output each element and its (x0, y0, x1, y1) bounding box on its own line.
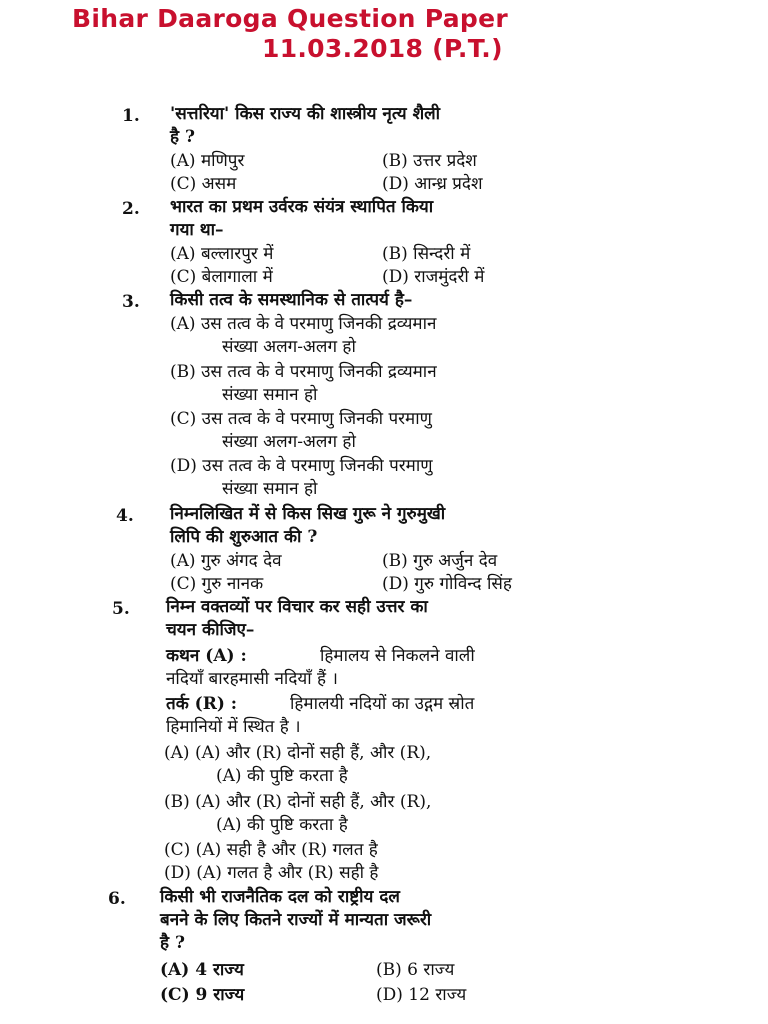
question-3-option-c-line-1: (C) उस तत्व के वे परमाणु जिनकी परमाणु (170, 409, 432, 429)
question-3-number: 3. (122, 292, 140, 312)
question-2-text-line-2: गया था– (170, 220, 224, 240)
question-2-text-line-1: भारत का प्रथम उर्वरक संयंत्र स्थापित किया (170, 197, 434, 217)
question-5-assertion-line-2: नदियाँ बारहमासी नदियाँ हैं । (166, 669, 338, 689)
question-1-option-c: (C) असम (170, 174, 237, 194)
question-6-number: 6. (108, 889, 126, 909)
question-6-option-d: (D) 12 राज्य (376, 985, 467, 1005)
question-1-text-line-1: 'सत्तरिया' किस राज्य की शास्त्रीय नृत्य शैली (170, 104, 441, 124)
question-5-reason-label: तर्क (R) : (166, 694, 238, 714)
question-3-option-d-line-2: संख्या समान हो (222, 479, 318, 499)
question-6-option-c: (C) 9 राज्य (160, 985, 245, 1005)
question-5-number: 5. (112, 599, 130, 619)
question-1-option-b: (B) उत्तर प्रदेश (382, 151, 477, 171)
question-3-option-c-line-2: संख्या अलग-अलग हो (222, 432, 356, 452)
question-3-option-b-line-1: (B) उस तत्व के वे परमाणु जिनकी द्रव्यमान (170, 362, 437, 382)
question-4-number: 4. (116, 506, 134, 526)
question-5-option-a-line-1: (A) (A) और (R) दोनों सही हैं, और (R), (164, 743, 432, 763)
question-6-text-line-3: है ? (160, 933, 185, 953)
question-3-text: किसी तत्व के समस्थानिक से तात्पर्य है– (170, 290, 413, 310)
page-title-line-1: Bihar Daaroga Question Paper (72, 4, 508, 33)
question-5-option-d: (D) (A) गलत है और (R) सही है (164, 863, 379, 883)
question-5-option-b-line-1: (B) (A) और (R) दोनों सही हैं, और (R), (164, 792, 432, 812)
question-5-option-a-line-2: (A) की पुष्टि करता है (216, 766, 348, 786)
question-2-option-a: (A) बल्लारपुर में (170, 244, 274, 264)
question-5-reason-line-1: हिमालयी नदियों का उद्गम स्रोत (290, 694, 475, 714)
question-4-option-d: (D) गुरु गोविन्द सिंह (382, 574, 512, 594)
question-3-option-b-line-2: संख्या समान हो (222, 385, 318, 405)
question-2-option-d: (D) राजमुंदरी में (382, 267, 485, 287)
question-5-option-c: (C) (A) सही है और (R) गलत है (164, 840, 378, 860)
question-3-option-d-line-1: (D) उस तत्व के वे परमाणु जिनकी परमाणु (170, 456, 433, 476)
question-1-text-line-2: है ? (170, 127, 195, 147)
page-title-line-2: 11.03.2018 (P.T.) (262, 34, 503, 63)
question-6-text-line-1: किसी भी राजनैतिक दल को राष्ट्रीय दल (160, 887, 400, 907)
question-5-reason-line-2: हिमानियों में स्थित है । (166, 717, 301, 737)
question-4-option-b: (B) गुरु अर्जुन देव (382, 551, 498, 571)
question-1-number: 1. (122, 106, 140, 126)
question-3-option-a-line-1: (A) उस तत्व के वे परमाणु जिनकी द्रव्यमान (170, 314, 437, 334)
question-5-text-line-1: निम्न वक्तव्यों पर विचार कर सही उत्तर का (166, 597, 428, 617)
question-6-text-line-2: बनने के लिए कितने राज्यों में मान्यता जरूरी (160, 910, 432, 930)
question-4-text-line-2: लिपि की शुरुआत की ? (170, 527, 318, 547)
question-2-option-c: (C) बेलागाला में (170, 267, 273, 287)
question-1-option-a: (A) मणिपुर (170, 151, 245, 171)
question-5-text-line-2: चयन कीजिए– (166, 620, 255, 640)
question-4-option-c: (C) गुरु नानक (170, 574, 264, 594)
question-2-number: 2. (122, 199, 140, 219)
question-5-assertion-line-1: हिमालय से निकलने वाली (320, 646, 475, 666)
question-4-text-line-1: निम्नलिखित में से किस सिख गुरू ने गुरुमुखी (170, 504, 446, 524)
question-2-option-b: (B) सिन्दरी में (382, 244, 471, 264)
question-5-option-b-line-2: (A) की पुष्टि करता है (216, 815, 348, 835)
question-5-assertion-label: कथन (A) : (166, 646, 247, 666)
question-3-option-a-line-2: संख्या अलग-अलग हो (222, 337, 356, 357)
question-6-option-b: (B) 6 राज्य (376, 960, 455, 980)
question-1-option-d: (D) आन्ध्र प्रदेश (382, 174, 483, 194)
question-4-option-a: (A) गुरु अंगद देव (170, 551, 282, 571)
question-6-option-a: (A) 4 राज्य (160, 960, 244, 980)
